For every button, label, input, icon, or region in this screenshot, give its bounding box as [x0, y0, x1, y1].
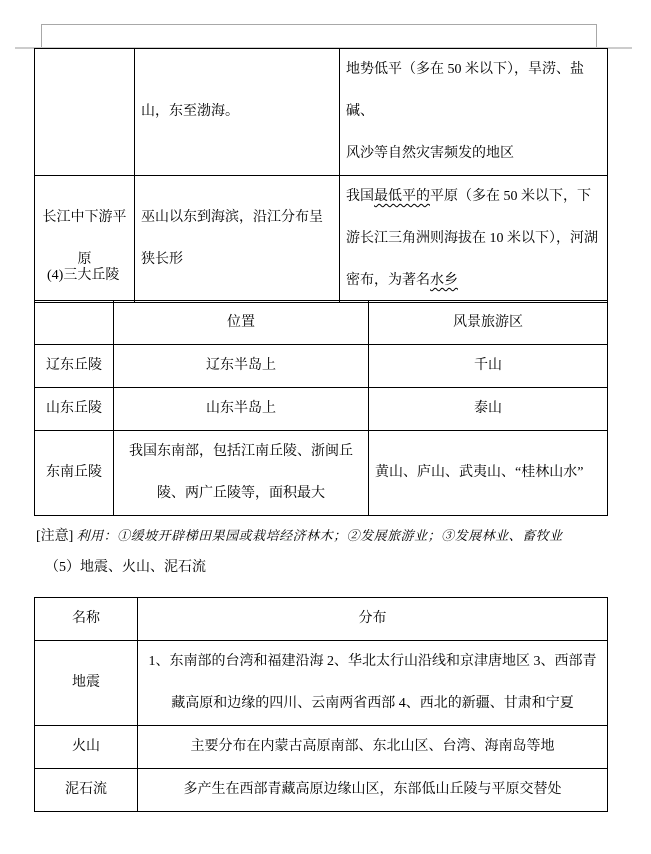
hill-name-cell: 辽东丘陵 [35, 345, 114, 388]
feature-text: 布，为著名 [360, 273, 430, 288]
header-cell-name: 名称 [35, 598, 138, 641]
location-text: 巫山以东到海滨，沿江分布呈狭长形 [141, 210, 323, 267]
table-row [35, 726, 608, 769]
section-heading-hills: (4)三大丘陵 [47, 268, 120, 283]
table-row [35, 345, 608, 388]
table-row [35, 431, 608, 516]
plains-table [34, 48, 608, 303]
disaster-name-cell: 火山 [35, 726, 138, 769]
plain-location-cell [135, 176, 340, 303]
distribution-text: 藏高原和边缘的四川、云南两省西部 4、西北的新疆、甘肃和宁夏 [171, 696, 574, 711]
location-text: 山，东至渤海。 [141, 104, 239, 119]
header-cell-distribution: 分布 [138, 598, 608, 641]
plain-feature-cell [340, 176, 608, 303]
section-heading-disasters: （5）地震、火山、泥石流 [45, 560, 206, 575]
note-line [36, 527, 636, 546]
table-row [35, 641, 608, 726]
feature-line: 风沙等自然灾害频发的地区 [346, 146, 514, 161]
hill-location-cell: 我国东南部，包括江南丘陵、浙闽丘陵、两广丘陵等，面积最大 [114, 431, 369, 516]
plain-name-cell [35, 49, 135, 176]
hill-name-cell: 山东丘陵 [35, 388, 114, 431]
disaster-distribution-cell: 多产生在西部青藏高原边缘山区，东部低山丘陵与平原交替处 [138, 769, 608, 812]
hill-scenic-cell: 千山 [369, 345, 608, 388]
table-row [35, 49, 608, 176]
feature-text-emphasized: 水乡 [430, 273, 458, 288]
table-row [35, 769, 608, 812]
hill-location-cell: 山东半岛上 [114, 388, 369, 431]
hill-name-cell: 东南丘陵 [35, 431, 114, 516]
feature-line: 地势低平（多在 50 米以下），旱涝、盐碱、 [346, 62, 584, 119]
feature-text: 长江三角洲则海拔在 10 米以下），河湖密 [346, 231, 598, 288]
disaster-distribution-cell [138, 641, 608, 726]
feature-text: 平原（多在 50 米以下，下游 [346, 189, 591, 246]
table-header-row [35, 301, 608, 345]
hill-location-cell: 辽东半岛上 [114, 345, 369, 388]
plain-name-line: 原 [77, 252, 92, 267]
hill-scenic-cell: 泰山 [369, 388, 608, 431]
disaster-distribution-cell: 主要分布在内蒙古高原南部、东北山区、台湾、海南岛等地 [138, 726, 608, 769]
distribution-text: 1、东南部的台湾和福建沿海 2、华北太行山沿线和京津唐地区 3、西部青 [148, 654, 597, 669]
table-row [35, 388, 608, 431]
feature-text: 我国 [346, 189, 374, 204]
hill-scenic-cell: 黄山、庐山、武夷山、“桂林山水” [369, 431, 608, 516]
note-label: [注意] [36, 529, 74, 544]
note-text: 利用：①缓坡开辟梯田果园或栽培经济林木；②发展旅游业；③发展林业、畜牧业 [76, 528, 563, 543]
header-cell-name [35, 301, 114, 345]
table-header-row [35, 598, 608, 641]
plain-feature-cell [340, 49, 608, 176]
feature-text-emphasized: 最低平的 [374, 189, 430, 204]
hills-table [34, 300, 608, 516]
disasters-table [34, 597, 608, 812]
header-cell-scenic: 风景旅游区 [369, 301, 608, 345]
plain-location-cell [135, 49, 340, 176]
table-row [35, 176, 608, 303]
header-cell-location: 位置 [114, 301, 369, 345]
page-edge-outline [41, 24, 597, 49]
plain-name-line: 长江中下游平 [42, 210, 127, 225]
disaster-name-cell: 地震 [35, 641, 138, 726]
disaster-name-cell: 泥石流 [35, 769, 138, 812]
